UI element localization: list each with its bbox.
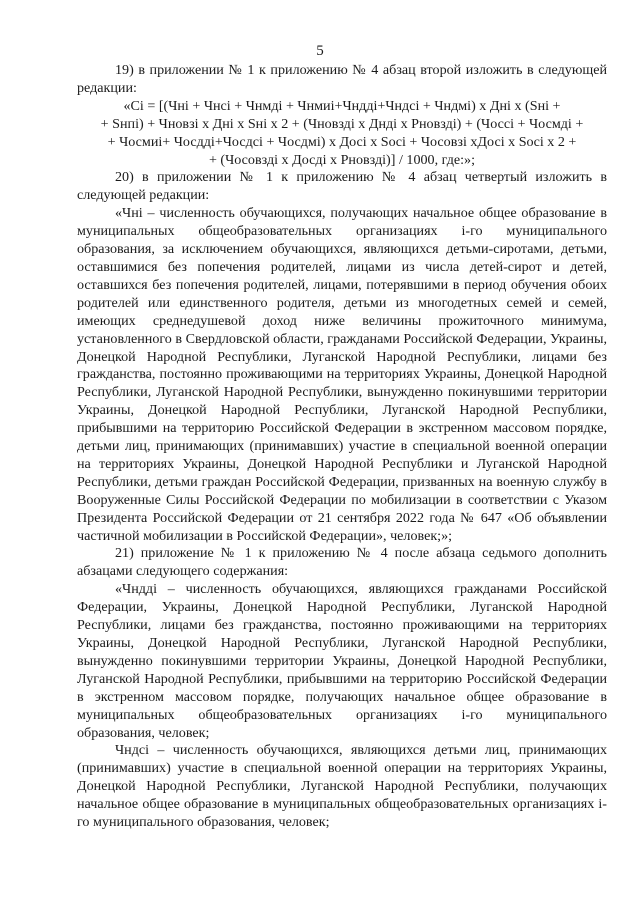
document-body xyxy=(77,62,607,832)
item-19-intro: 19) в приложении № 1 к приложению № 4 абзац второй изложить в следующей редакции: xyxy=(77,62,607,96)
formula-line-3: + Чосмиі+ Чосддi+Чосдсі + Чосдмі) x Досі x Soci + Чосовзі xДосі x Soci x 2 + xyxy=(107,133,577,150)
formula-line-2: + Sнпі) + Чновзі x Днi x Sнi x 2 + (Чновзді x Днді x Рновзді) + (Чоссі + Чосмді + xyxy=(100,115,584,132)
page-number: 5 xyxy=(316,43,324,59)
item-21-intro: 21) приложение № 1 к приложению № 4 после абзаца седьмого дополнить абзацами следующего содержания: xyxy=(77,545,607,580)
item-21-text-1: «Чндді – численность обучающихся, являющихся гражданами Российской Федерации, Украины, Донецкой Народной Республики, Луганской Народной Республики, лицами без гражданства, постоянно проживающими на территориях Украины, Донецкой Народной Республики, Луганской Народной Республики, вынужденно покинувшими территории Украины, Донецкой Народной Республики, Луганской Народной Республики, прибывшими на территорию Российской Федерации в экстренном массовом порядке, получающих начальное общее образование в муниципальных общеобразовательных организациях i-го муниципального образования, человек; xyxy=(77,581,607,741)
item-21-text-2: Чндсі – численность обучающихся, являющихся детьми лиц, принимающих (принимавших) участие в специальной военной операции на территориях Украины, Донецкой Народной Республики, Луганской Народной Республики, получающих начальное общее образование в муниципальных общеобразовательных организациях i-го муниципального образования, человек; xyxy=(77,742,607,831)
formula-line-4: + (Чосовзді x Досді x Рновзді)] / 1000, где:»; xyxy=(208,151,476,168)
formula-line-1: «Ci = [(Чнi + Чнсi + Чнмдi + Чнмиi+Чндді+Чндсі + Чндмі) x Днi x (Sнi + xyxy=(123,97,561,114)
item-20-text: «Чнi – численность обучающихся, получающих начальное общее образование в муниципальных общеобразовательных организациях i-го муниципального образования, за исключением обучающихся, являющихся детьми-сиротами, детьми, оставшимися без попечения родителей, лицами из числа детей-сирот и детей, оставшихся без попечения родителей, лицами, потерявшими в период обучения обоих родителей или единственного родителя, детьми из многодетных семей и семей, имеющих среднедушевой доход ниже величины прожиточного минимума, установленного в Свердловской области, гражданами Российской Федерации, Украины, Донецкой Народной Республики, Луганской Народной Республики, лицами без гражданства, постоянно проживающими на территориях Украины, Донецкой Народной Республики, Луганской Народной Республики, вынужденно покинувшими территории Украины, Донецкой Народной Республики, Луганской Народной Республики, прибывшими на территорию Российской Федерации в экстренном массовом порядке, детьми лиц, принимающих (принимавших) участие в специальной военной операции на территориях Украины, Донецкой Народной Республики и Луганской Народной Республики, детьми граждан Российской Федерации, призванных на военную службу в Вооруженные Силы Российской Федерации по мобилизации в соответствии с Указом Президента Российской Федерации от 21 сентября 2022 года № 647 «Об объявлении частичной мобилизации в Российской Федерации», человек;»; xyxy=(77,205,607,544)
item-20-intro: 20) в приложении № 1 к приложению № 4 абзац четвертый изложить в следующей редакции: xyxy=(77,169,607,204)
